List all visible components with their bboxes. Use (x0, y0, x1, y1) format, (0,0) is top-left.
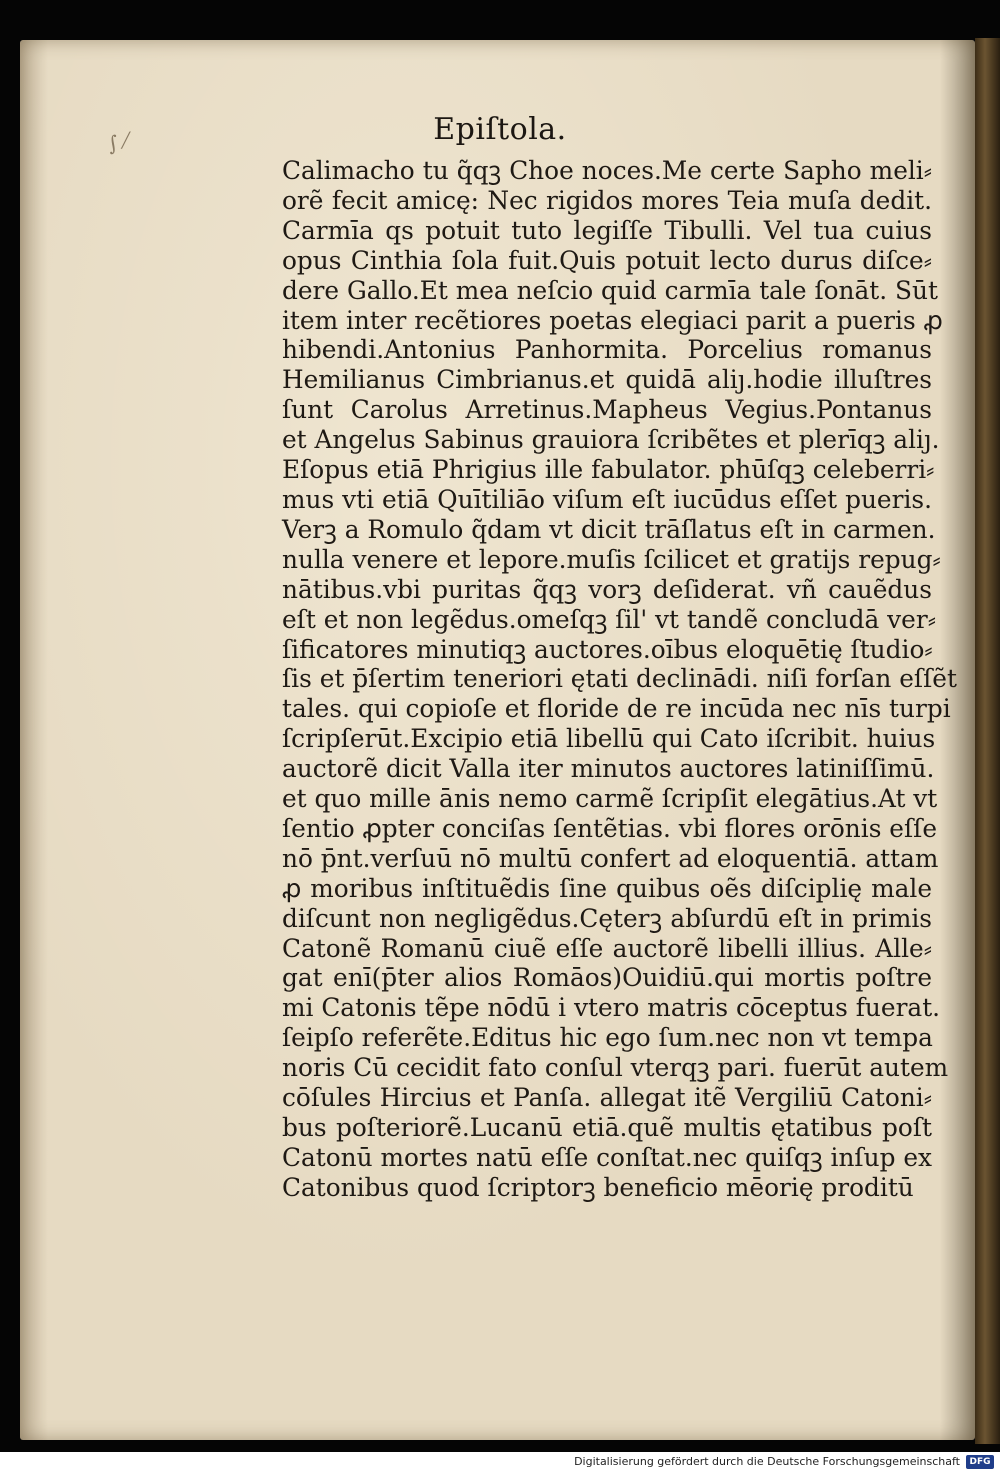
text-line: gat enī(p̄ter alios Romāos)Ouidiū.qui mortis poſtre (282, 963, 932, 993)
text-line: Calimacho tu q̃qꝫ Choe noces.Me certe Sapho meli⸗ (282, 156, 932, 185)
text-line: item inter recẽtiores poetas elegiaci parit a pueris ꝓ (282, 305, 943, 335)
text-line: orẽ fecit amicę: Nec rigidos mores Teia muſa dedit. (282, 185, 932, 215)
text-line: bus poſteriorẽ.Lucanū etiā.quẽ multis ętatibus poſt (282, 1113, 932, 1142)
dfg-logo-icon: DFG (966, 1455, 994, 1469)
text-line: eſt et non legẽdus.omeſqꝫ ſil' vt tandẽ concludā ver⸗ (282, 604, 936, 634)
page-heading: Epiſtola. (433, 112, 567, 147)
text-line: et quo mille ānis nemo carmẽ ſcripſit elegātius.At vt (282, 784, 938, 814)
text-line: et Angelus Sabinus grauiora ſcribẽtes et plerīqꝫ aliȷ. (282, 425, 940, 455)
text-line: noris Cū cecidit fato conſul vterqꝫ pari. fuerūt autem (282, 1053, 949, 1083)
text-line: nō p̄nt.verſuū nō multū confert ad eloquentiā. attam (282, 843, 939, 873)
text-line: ꝓ moribus inſtituẽdis ſine quibus oẽs diſciplię male (282, 873, 932, 903)
footer-bar (0, 1452, 1000, 1473)
text-line: ſunt Carolus Arretinus.Mapheus Vegius.Pontanus (282, 395, 932, 425)
text-line: cōſules Hircius et Panſa. allegat itẽ Vergiliū Catoni⸗ (282, 1083, 932, 1113)
text-line: opus Cinthia ſola fuit.Quis potuit lecto durus diſce⸗ (282, 245, 932, 275)
text-line: ſeipſo referẽte.Editus hic ego ſum.nec non vt tempa (282, 1023, 933, 1053)
text-line: ſentio ꝓpter conciſas ſentẽtias. vbi flores orōnis eſſe (282, 813, 938, 843)
text-line: mi Catonis tẽpe nōdū i vtero matris cōceptus fuerat. (282, 993, 941, 1023)
book-spine-edge (975, 38, 1000, 1444)
margin-annotation-mark: ∫ ⁄ (105, 128, 130, 156)
text-line: Catonū mortes natū eſſe conſtat.nec quiſqꝫ inſup ex (282, 1142, 932, 1172)
text-line: ſificatores minutiqꝫ auctores.oībus eloquētię ſtudio⸗ (282, 634, 933, 664)
text-line: nātibus.vbi puritas q̃qꝫ vorꝫ deſiderat. vñ cauẽdus (282, 574, 932, 604)
text-line: hibendi.Antonius Panhormita. Porcelius romanus (282, 335, 932, 365)
text-line: Catonẽ Romanū ciuẽ eſſe auctorẽ libelli illius. Alle⸗ (282, 933, 932, 963)
text-line: dere Gallo.Et mea neſcio quid carmīa tale ſonāt. Sūt (282, 275, 938, 305)
text-line: mus vti etiā Quītiliāo viſum eſt iucūdus eſſet pueris. (282, 484, 932, 514)
body-text (282, 156, 957, 1203)
text-line: Eſopus etiā Phrigius ille fabulator. phūſqꝫ celeberri⸗ (282, 455, 935, 485)
text-line: ſis et p̄ſertim teneriori ętati declinādi. niſi forſan eſſẽt (282, 664, 957, 694)
text-line: nulla venere et lepore.muſis ſcilicet et gratijs repug⸗ (282, 544, 941, 574)
text-line: ſcripſerūt.Excipio etiā libellū qui Cato iſcribit. huius (282, 724, 936, 754)
funding-credit: Digitalisierung gefördert durch die Deutsche Forschungsgemeinschaft (574, 1455, 960, 1468)
text-line: Catonibus quod ſcriptorꝫ beneficio mēorię proditū (282, 1172, 914, 1202)
text-line: auctorẽ dicit Valla iter minutos auctores latiniſſimū. (282, 754, 935, 784)
text-line: Verꝫ a Romulo q̃dam vt dicit trāſlatus eſt in carmen. (282, 514, 936, 544)
text-line: Hemilianus Cimbrianus.et quidā aliȷ.hodie illuſtres (282, 365, 932, 395)
text-line: tales. qui copioſe et floride de re incūda nec nīs turpi (282, 694, 951, 724)
text-line: diſcunt non negligẽdus.Cęterꝫ abſurdū eſt in primis (282, 903, 932, 933)
text-line: Carmīa qs potuit tuto legiſſe Tibulli. Vel tua cuius (282, 215, 932, 245)
